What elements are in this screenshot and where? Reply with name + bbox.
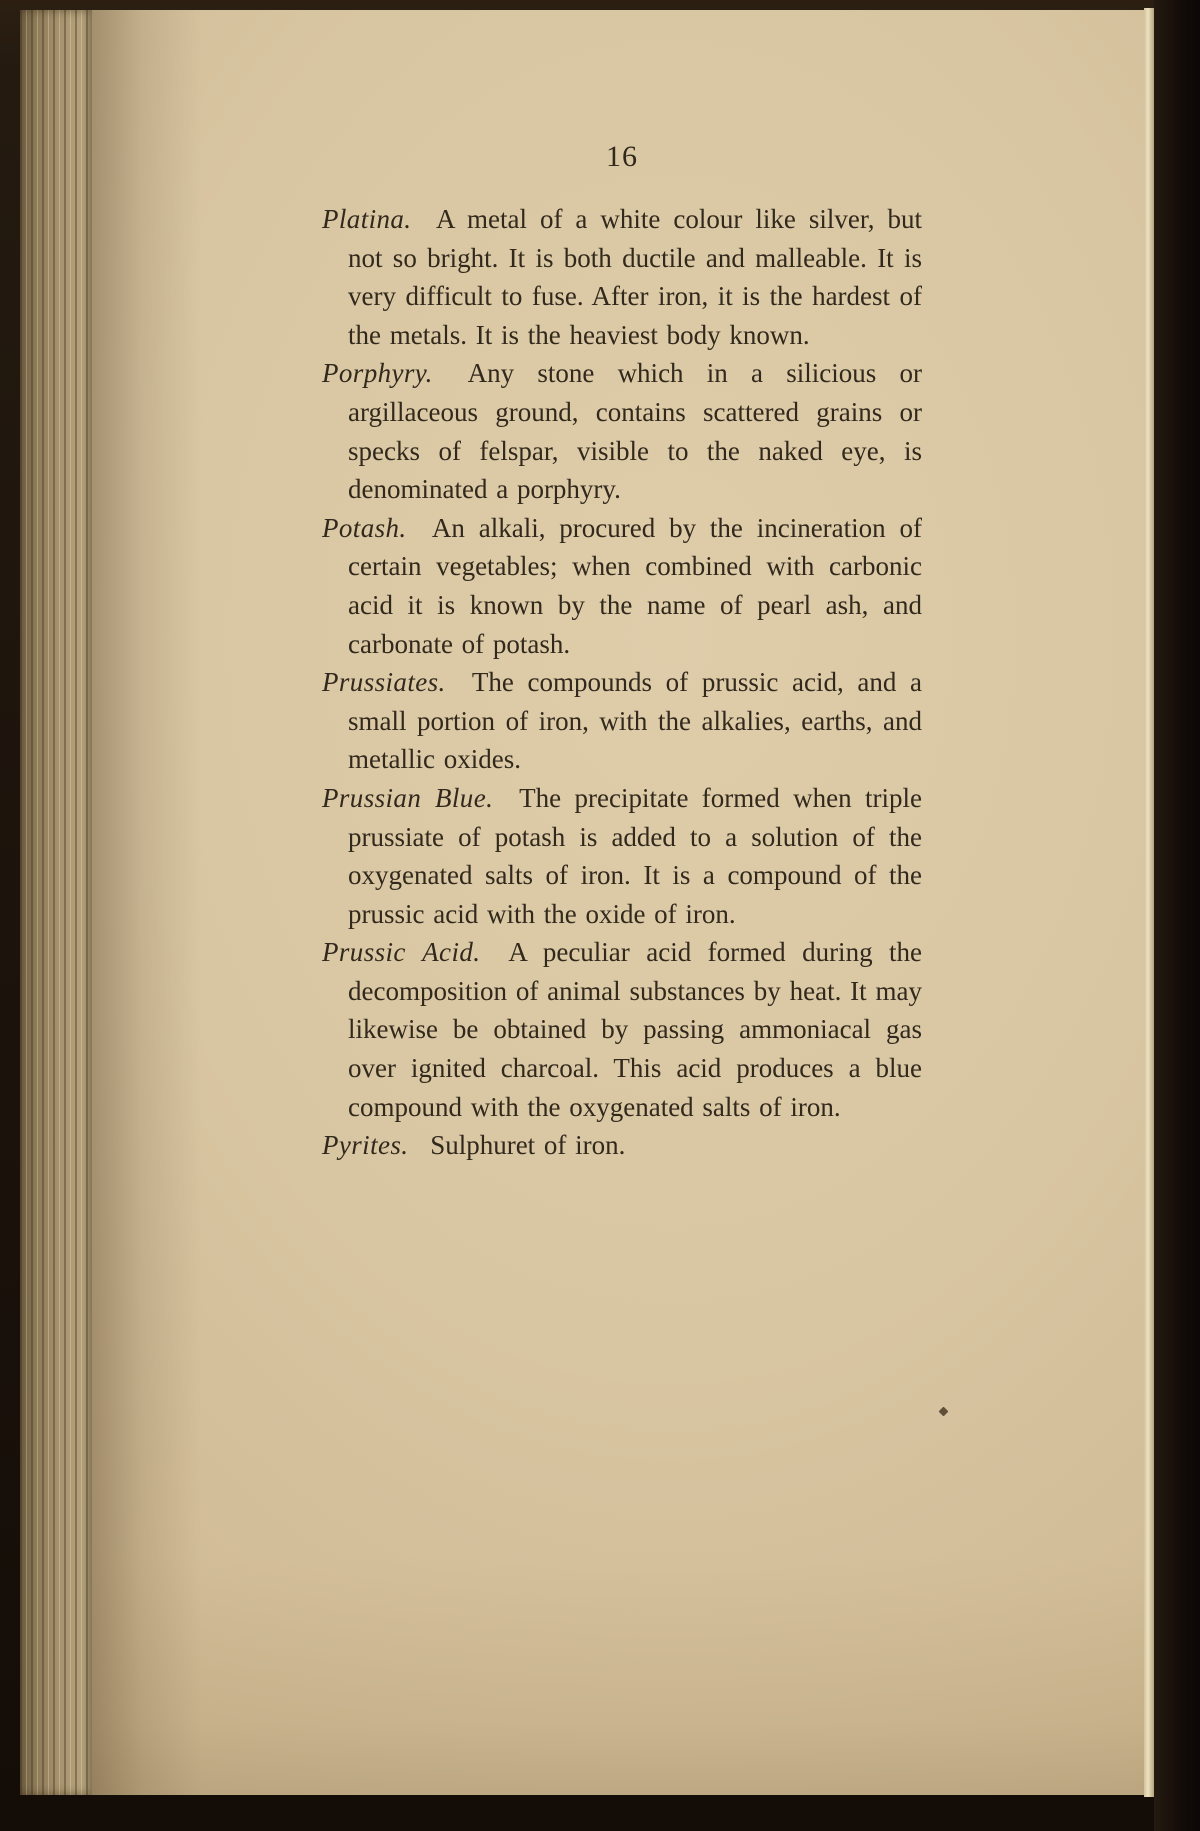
page-bottom-shade	[92, 1555, 1144, 1795]
glossary-entries	[322, 200, 922, 1165]
glossary-entry-prussiates	[322, 663, 922, 779]
entry-term: Prussic Acid.	[322, 937, 481, 968]
entry-term: Platina.	[322, 204, 412, 234]
gutter-shadow	[92, 10, 202, 1795]
entry-term: Prussian Blue.	[322, 782, 494, 813]
glossary-entry-prussian-blue	[322, 779, 922, 933]
entry-term: Porphyry.	[322, 358, 433, 389]
entry-definition: A peculiar acid formed during the decomposition of animal substances by heat. It may likewise be obtained by passing ammoniacal gas over ignited charcoal. This acid produces a blue compound with the oxygenated salts of iron.	[348, 937, 922, 1122]
entry-definition: Any stone which in a silicious or argillaceous ground, contains scattered grains or specks of felspar, visible to the naked eye, is denominated a porphyry.	[348, 358, 922, 505]
entry-term: Pyrites.	[322, 1130, 409, 1161]
page-number: 16	[606, 140, 638, 173]
entry-definition: The compounds of prussic acid, and a small portion of iron, with the alkalies, earths, and metallic oxides.	[348, 667, 923, 775]
glossary-entry-prussic-acid	[322, 933, 922, 1126]
glossary-entry-platina	[322, 200, 922, 354]
entry-term: Prussiates.	[322, 667, 446, 698]
entry-definition: Sulphuret of iron.	[430, 1130, 626, 1161]
glossary-entry-potash	[322, 509, 922, 663]
glossary-entry-porphyry	[322, 354, 922, 508]
next-page-edge	[1144, 8, 1154, 1797]
entry-definition: An alkali, procured by the incineration of certain vegetables; when combined with carbonic acid it is known by the name of pearl ash, and carbonate of potash.	[348, 512, 922, 659]
entry-term: Potash.	[322, 512, 407, 543]
glossary-entry-pyrites	[322, 1126, 922, 1165]
right-binding-edge	[1154, 0, 1200, 1831]
entry-definition: The precipitate formed when triple prussiate of potash is added to a solution of the oxygenated salts of iron. It is a compound of the prussic acid with the oxide of iron.	[348, 782, 923, 929]
printed-content	[322, 140, 922, 1165]
stacked-page-edges	[20, 10, 94, 1795]
entry-definition: A metal of a white colour like silver, but not so bright. It is both ductile and malleable. It is very difficult to fuse. After iron, it is the hardest of the metals. It is the heaviest body known.	[348, 204, 923, 350]
